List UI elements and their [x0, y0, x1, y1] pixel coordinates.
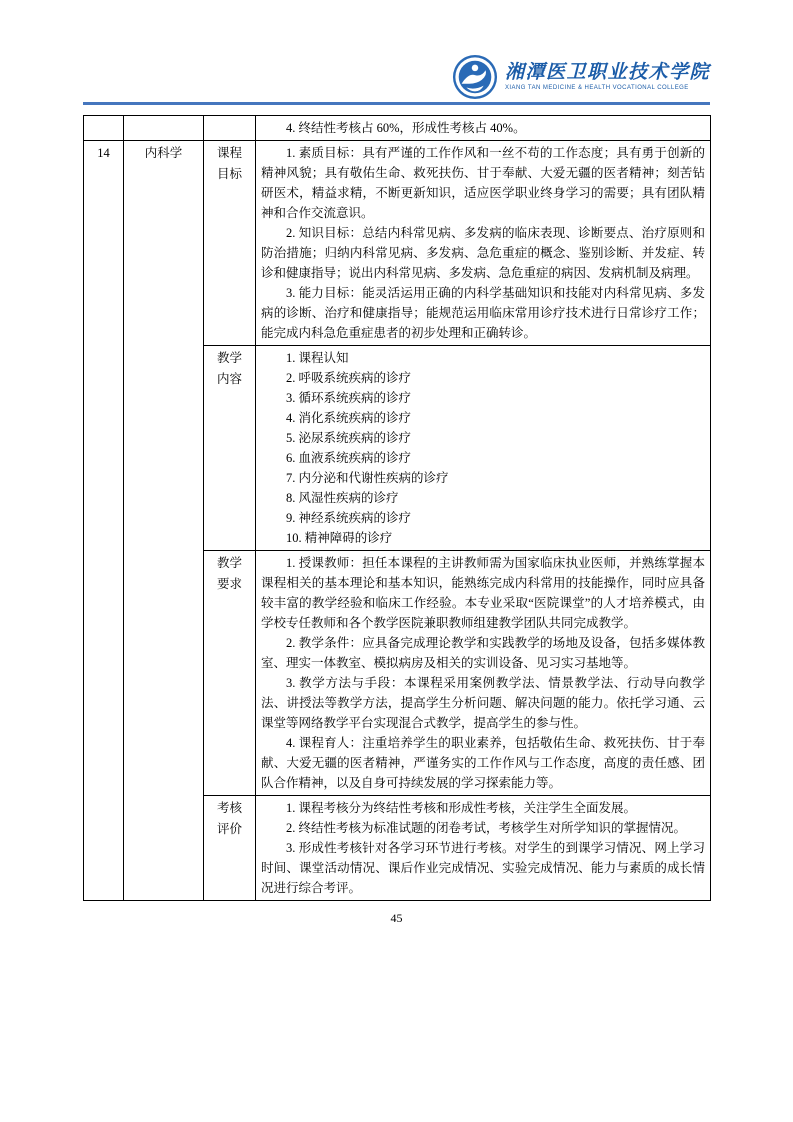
section-label-course-objectives — [204, 141, 256, 346]
page-header — [83, 0, 710, 102]
paragraph: 1. 素质目标：具有严谨的工作作风和一丝不苟的工作态度；具有勇于创新的精神风貌；具有敬佑生命、救死扶伤、甘于奉献、大爱无疆的医者精神；刻苦钻研医术，精益求精，不断更新知识，适应医学职业终身学习的需要；具有团队精神和合作交流意识。 — [261, 146, 705, 220]
paragraph: 2. 教学条件：应具备完成理论教学和实践教学的场地及设备，包括多媒体教室、理实一体教室、模拟病房及相关的实训设备、见习实习基地等。 — [261, 636, 705, 670]
paragraph: 2. 知识目标：总结内科常见病、多发病的临床表现、诊断要点、治疗原则和防治措施；归纳内科常见病、多发病、急危重症的概念、鉴别诊断、并发症、转诊和健康指导；说出内科常见病、多发病、急危重症的病因、发病机制及病理。 — [261, 226, 705, 280]
section-content-assessment — [256, 796, 711, 901]
empty-label-cell — [204, 116, 256, 141]
table-row-course-objectives — [84, 141, 711, 346]
section-label-teaching-content — [204, 346, 256, 551]
section-label-assessment — [204, 796, 256, 901]
section-content-teaching-content — [256, 346, 711, 551]
paragraph: 1. 课程考核分为终结性考核和形成性考核，关注学生全面发展。 — [286, 801, 637, 815]
college-name-english: XIANG TAN MEDICINE & HEALTH VOCATIONAL COLLEGE — [504, 85, 689, 92]
list-item: 2. 呼吸系统疾病的诊疗 — [286, 371, 412, 385]
table-row-carryover — [84, 116, 711, 141]
header-divider — [83, 102, 710, 105]
section-label-text: 考核评价 — [217, 801, 243, 837]
paragraph: 2. 终结性考核为标准试题的闭卷考试，考核学生对所学知识的掌握情况。 — [286, 821, 687, 835]
list-item: 9. 神经系统疾病的诊疗 — [286, 511, 412, 525]
list-item: 8. 风湿性疾病的诊疗 — [286, 491, 399, 505]
college-logo — [452, 54, 710, 100]
list-item: 6. 血液系统疾病的诊疗 — [286, 451, 412, 465]
section-label-text: 教学内容 — [217, 351, 243, 387]
paragraph: 3. 能力目标：能灵活运用正确的内科学基础知识和技能对内科常见病、多发病的诊断、治疗和健康指导；能规范运用临床常用诊疗技术进行日常诊疗工作；能完成内科急危重症患者的初步处理和正确转诊。 — [261, 286, 705, 340]
paragraph: 4. 课程育人：注重培养学生的职业素养，包括敬佑生命、救死扶伤、甘于奉献、大爱无疆的医者精神，严谨务实的工作作风与工作态度，高度的责任感、团队合作精神，以及自身可持续发展的学习探索能力等。 — [261, 736, 705, 790]
page-footer — [83, 911, 710, 926]
list-item: 10. 精神障碍的诊疗 — [286, 531, 393, 545]
course-syllabus-table — [83, 115, 711, 901]
list-item: 3. 循环系统疾病的诊疗 — [286, 391, 412, 405]
list-item: 7. 内分泌和代谢性疾病的诊疗 — [286, 471, 449, 485]
list-item: 4. 消化系统疾病的诊疗 — [286, 411, 412, 425]
course-number-cell: 14 — [84, 141, 124, 901]
college-emblem-icon — [452, 54, 498, 100]
section-label-teaching-requirements — [204, 551, 256, 796]
paragraph: 4. 终结性考核占 60%，形成性考核占 40%。 — [286, 121, 526, 135]
paragraph: 3. 形成性考核针对各学习环节进行考核。对学生的到课学习情况、网上学习时间、课堂活动情况、课后作业完成情况、实验完成情况、能力与素质的成长情况进行综合考评。 — [261, 841, 705, 895]
section-label-text: 课程目标 — [217, 146, 243, 182]
list-item: 5. 泌尿系统疾病的诊疗 — [286, 431, 412, 445]
carryover-content-cell — [256, 116, 711, 141]
section-content-course-objectives — [256, 141, 711, 346]
course-name-cell: 内科学 — [124, 141, 204, 901]
list-item: 1. 课程认知 — [286, 351, 349, 365]
college-name-chinese: 湘潭医卫职业技术学院 — [504, 61, 710, 83]
empty-course-cell — [124, 116, 204, 141]
college-logo-text — [505, 63, 710, 92]
paragraph: 1. 授课教师：担任本课程的主讲教师需为国家临床执业医师，并熟练掌握本课程相关的基本理论和基本知识，能熟练完成内科常用的技能操作，同时应具备较丰富的教学经验和临床工作经验。本专业采取“医院课堂”的人才培养模式，由学校专任教师和各个教学医院兼职教师组建教学团队共同完成教学。 — [261, 556, 705, 630]
page-number: 45 — [390, 911, 403, 925]
paragraph: 3. 教学方法与手段：本课程采用案例教学法、情景教学法、行动导向教学法、讲授法等教学方法，提高学生分析问题、解决问题的能力。依托学习通、云课堂等网络教学平台实现混合式教学，提高学生的参与性。 — [261, 676, 705, 730]
section-label-text: 教学要求 — [217, 556, 243, 592]
section-content-teaching-requirements — [256, 551, 711, 796]
empty-number-cell — [84, 116, 124, 141]
